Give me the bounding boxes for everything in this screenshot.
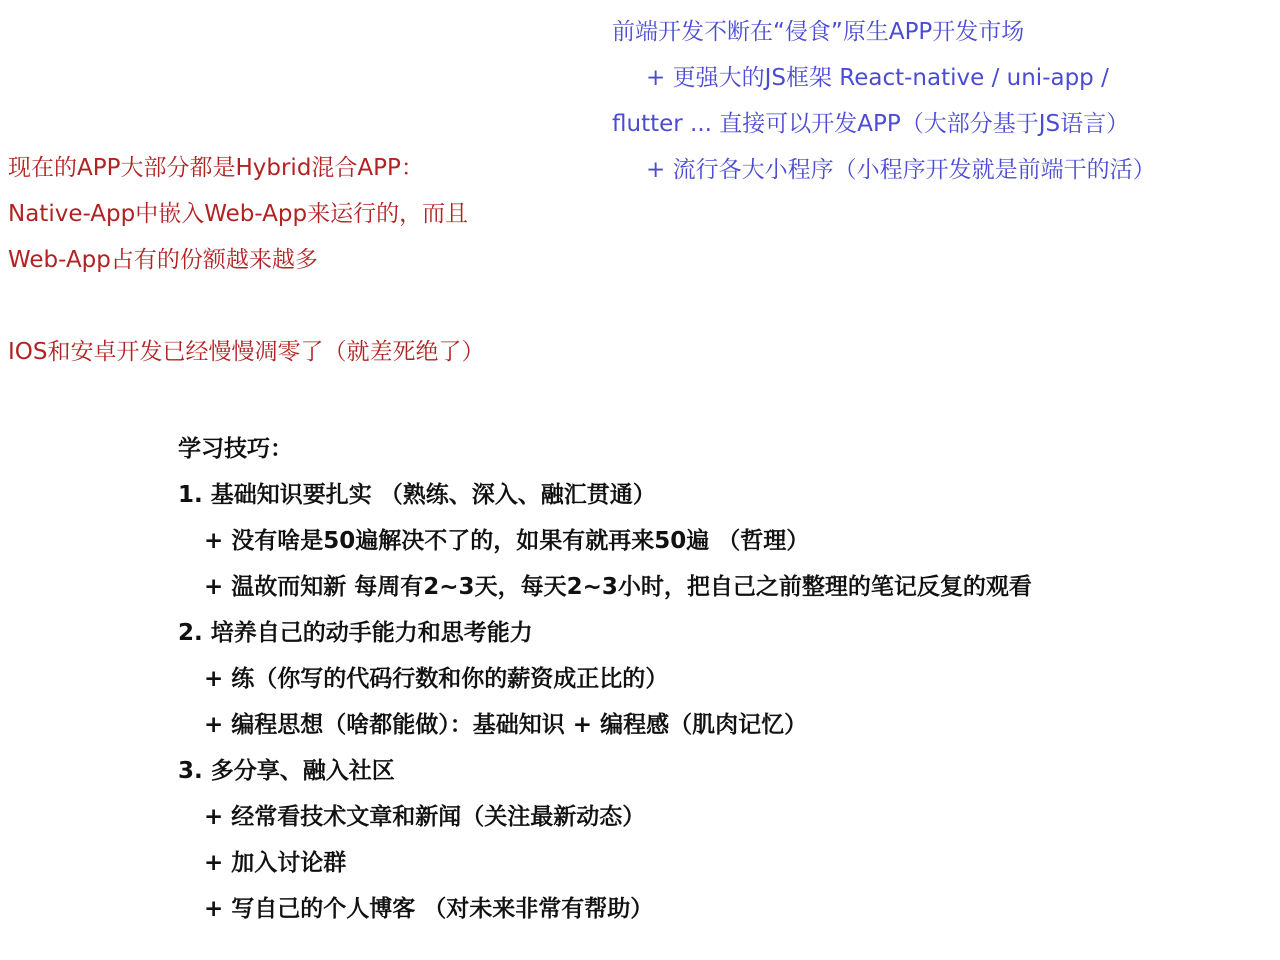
blue-note-line-3: flutter ... 直接可以开发APP（大部分基于JS语言） [612,111,1130,137]
tip-item-2-sub-1: + 练（你写的代码行数和你的薪资成正比的） [204,666,669,692]
tip-item-2: 2. 培养自己的动手能力和思考能力 [178,620,533,646]
red-note-line-4: IOS和安卓开发已经慢慢凋零了（就差死绝了） [8,339,485,365]
tip-item-1-sub-1: + 没有啥是50遍解决不了的，如果有就再来50遍 （哲理） [204,528,810,554]
blue-note-line-4: + 流行各大小程序（小程序开发就是前端干的活） [646,157,1156,183]
tip-item-3: 3. 多分享、融入社区 [178,758,395,784]
blue-note-line-1: 前端开发不断在“侵食”原生APP开发市场 [612,19,1025,45]
tip-item-3-sub-3: + 写自己的个人博客 （对未来非常有帮助） [204,896,654,922]
tip-item-3-sub-2: + 加入讨论群 [204,850,347,876]
blue-note-line-2: + 更强大的JS框架 React-native / uni-app / [646,65,1109,91]
tip-item-1: 1. 基础知识要扎实 （熟练、深入、融汇贯通） [178,482,656,508]
red-note-line-1: 现在的APP大部分都是Hybrid混合APP： [8,155,424,181]
tip-item-2-sub-2: + 编程思想（啥都能做）：基础知识 + 编程感（肌肉记忆） [204,712,808,738]
tips-title: 学习技巧： [178,436,293,462]
red-note-line-2: Native-App中嵌入Web-App来运行的，而且 [8,201,469,227]
red-note-line-3: Web-App占有的份额越来越多 [8,247,318,273]
tip-item-3-sub-1: + 经常看技术文章和新闻（关注最新动态） [204,804,646,830]
tip-item-1-sub-2: + 温故而知新 每周有2~3天，每天2~3小时，把自己之前整理的笔记反复的观看 [204,574,1032,600]
